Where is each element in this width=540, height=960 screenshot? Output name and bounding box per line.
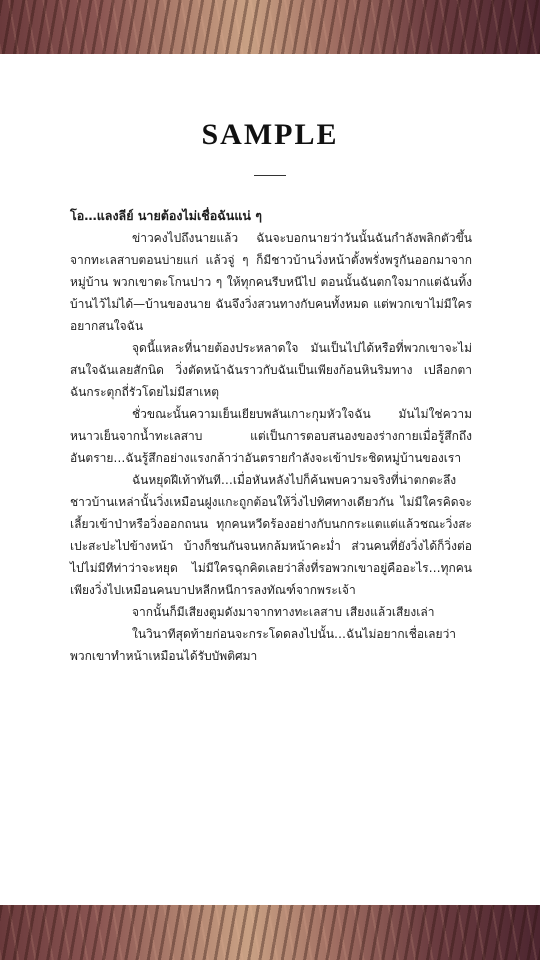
story-paragraph: จากนั้นก็มีเสียงตูมดังมาจากทางทะเลสาบ เสียงแล้วเสียงเล่า: [132, 605, 435, 619]
story-heading: โอ…แลงลีย์ นายต้องไม่เชื่อฉันแน่ ๆ: [70, 208, 263, 223]
story-paragraph: ชั่วขณะนั้นความเย็นเยียบพลันเกาะกุมหัวใจฉัน มันไม่ใช่ความหนาวเย็นจากน้ำทะเลสาบ แต่เป็นการตอบสนองของร่างกายเมื่อรู้สึกถึงอันตราย…ฉันรู้สึกอย่างแรงกล้าว่าอันตรายกำลังจะเข้าประชิดหมู่บ้านของเรา: [70, 407, 472, 465]
story-paragraph: ฉันหยุดฝีเท้าทันที…เมื่อหันหลังไปก็ค้นพบความจริงที่น่าตกตะลึง ชาวบ้านเหล่านั้นวิ่งเหมือนฝูงแกะถูกต้อนให้วิ่งไปทิศทางเดียวกัน ไม่มีใครคิดจะเลี้ยวเข้าป่าหรือวิ่งออกถนน ทุกคนหวีดร้องอย่างกับนกกระแตแต่แล้วชณะวิ่งสะเปะสะปะไปข้างหน้า บ้างก็ชนกันจนหกล้มหน้าคะม่ำ ส่วนคนที่ยังวิ่งได้ก็วิ่งต่อไปไม่มีทีท่าว่าจะหยุด ไม่มีใครฉุกคิดเลยว่าสิ่งที่รอพวกเขาอยู่คืออะไร…ทุกคนเพียงวิ่งไปเหมือนคนบาปหลีกหนีการลงทัณฑ์จากพระเจ้า: [70, 473, 472, 597]
bottom-artwork-band: [0, 905, 540, 960]
story-paragraph: ในวินาทีสุดท้ายก่อนจะกระโดดลงไปนั้น…ฉันไม่อยากเชื่อเลยว่าพวกเขาทำหน้าเหมือนได้รับบัพติศมา: [70, 627, 457, 663]
story-paragraph: ข่าวคงไปถึงนายแล้ว ฉันจะบอกนายว่าวันนั้นฉันกำลังพลิกตัวขึ้นจากทะเลสาบตอนบ่ายแก่ แล้วจู่ ๆ ก็มีชาวบ้านวิ่งหน้าตั้งพรั่งพรูกันออกมาจากหมู่บ้าน พวกเขาตะโกนปาว ๆ ให้ทุกคนรีบหนีไป ตอนนั้นฉันตกใจมากแต่ฉันทิ้งบ้านไว้ไม่ได้—บ้านของนาย ฉันจึงวิ่งสวนทางกับคนทั้งหมด แต่พวกเขาไม่มีใครอยากสนใจฉัน: [70, 231, 472, 333]
top-artwork-band: [0, 0, 540, 54]
page-title: SAMPLE: [201, 118, 339, 151]
story-paragraph: จุดนี้แหละที่นายต้องประหลาดใจ มันเป็นไปได้หรือที่พวกเขาจะไม่สนใจฉันเลยสักนิด วิ่งตัดหน้าฉันราวกับฉันเป็นเพียงก้อนหินริมทาง เปลือกตาฉันกระตุกถี่รัวโดยไม่มีสาเหตุ: [70, 341, 472, 399]
title-divider: [254, 175, 286, 176]
story-body: [70, 205, 472, 667]
